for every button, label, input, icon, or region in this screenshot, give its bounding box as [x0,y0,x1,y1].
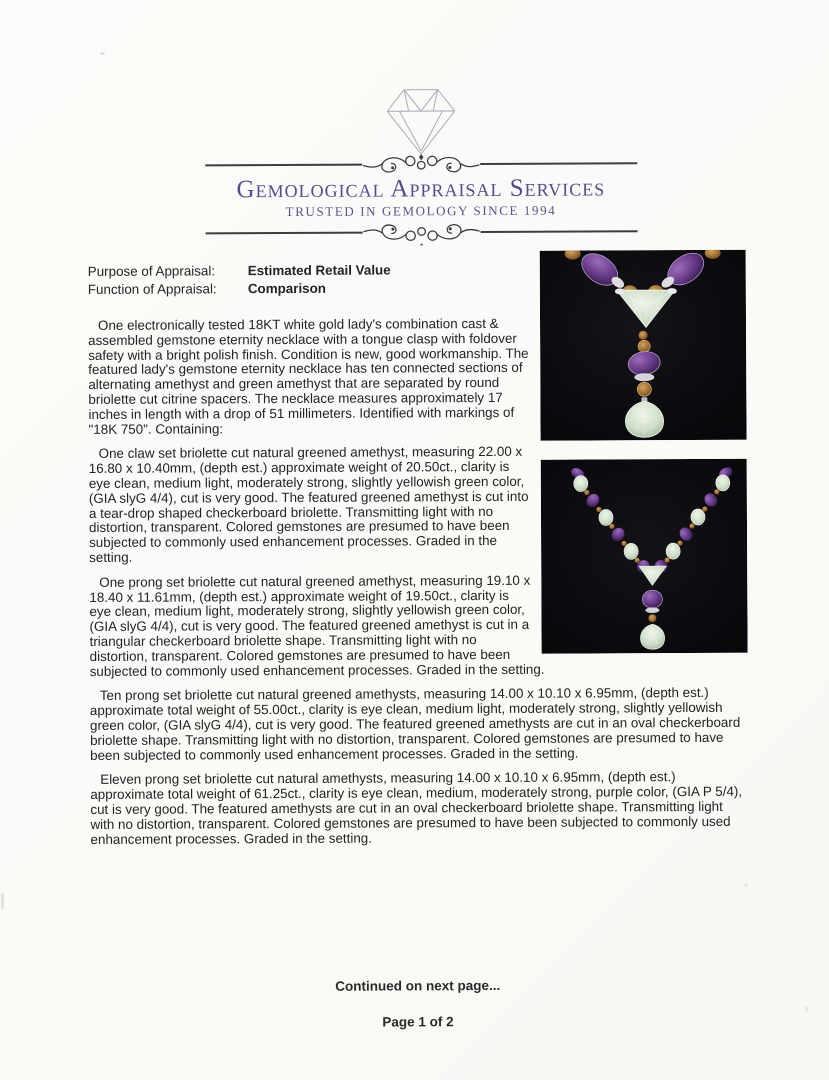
flourish-ornament-top [362,151,480,178]
scan-speck [805,1006,808,1012]
scan-speck [744,884,748,887]
header-rule-top [205,152,637,176]
diamond-icon [374,80,466,160]
scan-speck [100,52,105,55]
brand-tagline: TRUSTED IN GEMOLOGY SINCE 1994 [285,202,557,220]
brand-header [0,78,829,245]
appraisal-paragraph-2: One claw set briolette cut natural greened amethyst, measuring 22.00 x 16.80 x 10.40mm, (depth est.) approximate weight of 20.50ct., clarity is eye clean, medium light, moderately strong, slightly yellowish green color, (GIA slyG 4/4), cut is very good. The featured greened amethyst is cut into a tear-drop shaped checkerboard briolette. Transmitting light with no distortion, transparent. Colored gemstones are presumed to have been subjected to commonly used enhancement processes. Graded in the setting. [88,444,529,565]
appraisal-paragraph-4: Ten prong set briolette cut natural greened amethysts, measuring 14.00 x 10.10 x 6.95mm, (depth est.) approximate total weight of 55.00ct., clarity is eye clean, medium light, moderately strong, slightly yellowish green color, (GIA slyG 4/4), cut is very good. The featured greened amethysts are cut in an oval checkerboard briolette shape. Transmitting light with no distortion, transparent. Colored gemstones are presumed to have been subjected to commonly used enhancement processes. Graded in the setting. [89,685,741,763]
flourish-ornament-bottom [362,219,480,246]
scan-speck [1,893,4,909]
header-rule-bottom [205,221,637,245]
page-number: Page 1 of 2 [382,1014,454,1030]
purpose-value: Estimated Retail Value [247,262,391,279]
function-value: Comparison [247,280,327,297]
purpose-label: Purpose of Appraisal: [87,263,216,279]
appraisal-paragraph-3: One prong set briolette cut natural greened amethyst, measuring 19.10 x 18.40 x 11.61mm, (depth est.) approximate weight of 19.50ct., clarity is eye clean, medium light, moderately strong, slightly yellowish green color, (GIA slyG 4/4), cut is very good. The featured greened amethyst is cut in a triangular checkerboard briolette shape. Transmitting light with no distortion, transparent. Colored gemstones are presumed to have been subjected to commonly used enhancement processes. Graded in the setting. [89,572,545,679]
function-label: Function of Appraisal: [87,281,217,297]
appraisal-body [88,247,749,858]
continued-note: Continued on next page... [335,977,501,994]
necklace-full-photo [541,459,748,654]
appraisal-paragraph-5: Eleven prong set briolette cut natural amethysts, measuring 14.00 x 10.10 x 6.95mm, (depth est.) approximate total weight of 61.25ct., clarity is eye clean, medium, moderately strong, purple color, (GIA P 5/4), cut is very good. The featured amethysts are cut in an oval checkerboard briolette shape. Transmitting light with no distortion, transparent. Colored gemstones are presumed to have been subjected to commonly used enhancement processes. Graded in the setting. [90,769,743,847]
necklace-closeup-photo [540,250,747,441]
appraisal-paragraph-1: One electronically tested 18KT white gold lady's combination cast & assembled gemstone eternity necklace with a tongue clasp with foldover safety with a bright polish finish. Condition is new, good workmanship. The featured lady's gemstone eternity necklace has ten connected sections of alternating amethyst and green amethyst that are separated by round briolette cut citrine spacers. The necklace measures approximately 17 inches in length with a drop of 51 millimeters. Identified with markings of "18K 750". Containing: [88,315,529,437]
brand-title: Gemological Appraisal Services [236,174,606,204]
